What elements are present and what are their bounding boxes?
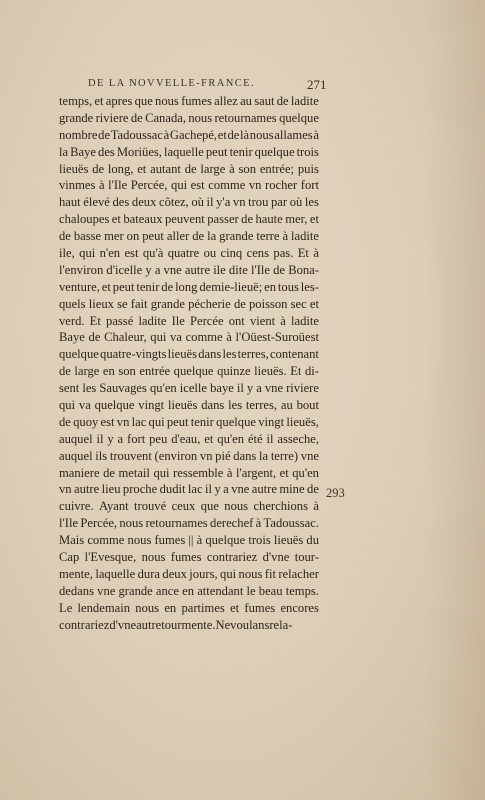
text-line: temps, et apres que nous fumes allez au saut de ladite [59,94,319,108]
page-edge-shading [425,0,485,800]
text-line: verd. Et passé ladite Ile Percée ont vient à ladite [59,313,319,328]
text-line: qui va quelque vingt lieuës dans les terres, au bout [59,398,319,413]
text-line: quelque quatre-vingts lieuës dans les terres, contenant [59,347,319,362]
text-line: Mais comme nous fumes || à quelque trois lieuës du [59,533,319,548]
text-line: contrariez d'vne autre tourmente. Ne voulans rela- [59,617,293,632]
text-line: chaloupes et bateaux peuvent passer de haute mer, et [59,212,319,227]
text-line: la Baye des Moriües, laquelle peut tenir quelque trois [59,144,319,159]
text-line: Baye de Chaleur, qui va comme à l'Oüest-Suroüest [59,330,319,345]
text-line: maniere de metail qui ressemble à l'argent, et qu'en [59,465,319,480]
text-line: dedans vne grande ance en attendant le beau temps. [59,583,319,598]
text-line: nombre de Tadoussac à Gachepé, et de là nous allames à [59,127,319,142]
text-line: grande riviere de Canada, nous retournames quelque [59,110,319,125]
text-line: auquel il y a fort peu d'eau, et qu'en été il asseche, [59,431,319,446]
text-line: de basse mer on peut aller de la grande terre à ladite [59,229,319,244]
text-line: quels lieux se fait grande pécherie de poisson sec et [59,296,319,311]
text-line: auquel ils trouvent (environ vn pié dans la terre) vne [59,448,319,463]
text-line: l'Ile Percée, nous retournames derechef à Tadoussac. [59,516,319,531]
text-line: haut élevé des deux côtez, où il y'a vn trou par où les [59,195,319,210]
text-line: sent les Sauvages qu'en icelle baye il y a vne riviere [59,381,319,396]
text-line: de quoy est vn lac qui peut tenir quelque vingt lieuës, [59,414,319,429]
page-number: 271 [307,77,327,92]
text-line: lieuës de long, et autant de large à son entrée; puis [59,161,319,176]
text-line: vinmes à l'Ile Percée, qui est comme vn rocher fort [59,178,319,193]
text-line: venture, et peut tenir de long demie-lieuë; en tous les- [59,279,319,294]
text-line: ile, qui n'en est qu'à quatre ou cinq cens pas. Et à [59,246,319,261]
margin-page-reference: 293 [326,486,345,500]
text-line: vn autre lieu proche dudit lac il y a vne autre mine de [59,482,319,497]
body-text [59,93,319,634]
text-line: mente, laquelle dura deux jours, qui nous fit relacher [59,566,319,581]
text-line: Le lendemain nous en partimes et fumes encores [59,600,319,615]
text-line: l'environ d'icelle y a vne autre ile dite l'Ile de Bona- [59,262,319,277]
running-head: DE LA NOVVELLE-FRANCE. [88,78,255,89]
text-line: de large en son entrée quelque quinze lieuës. Et di- [59,364,319,379]
text-line: Cap l'Evesque, nous fumes contrariez d'vne tour- [59,550,319,565]
text-line: cuivre. Ayant trouvé ceux que nous cherchions à [59,499,319,514]
